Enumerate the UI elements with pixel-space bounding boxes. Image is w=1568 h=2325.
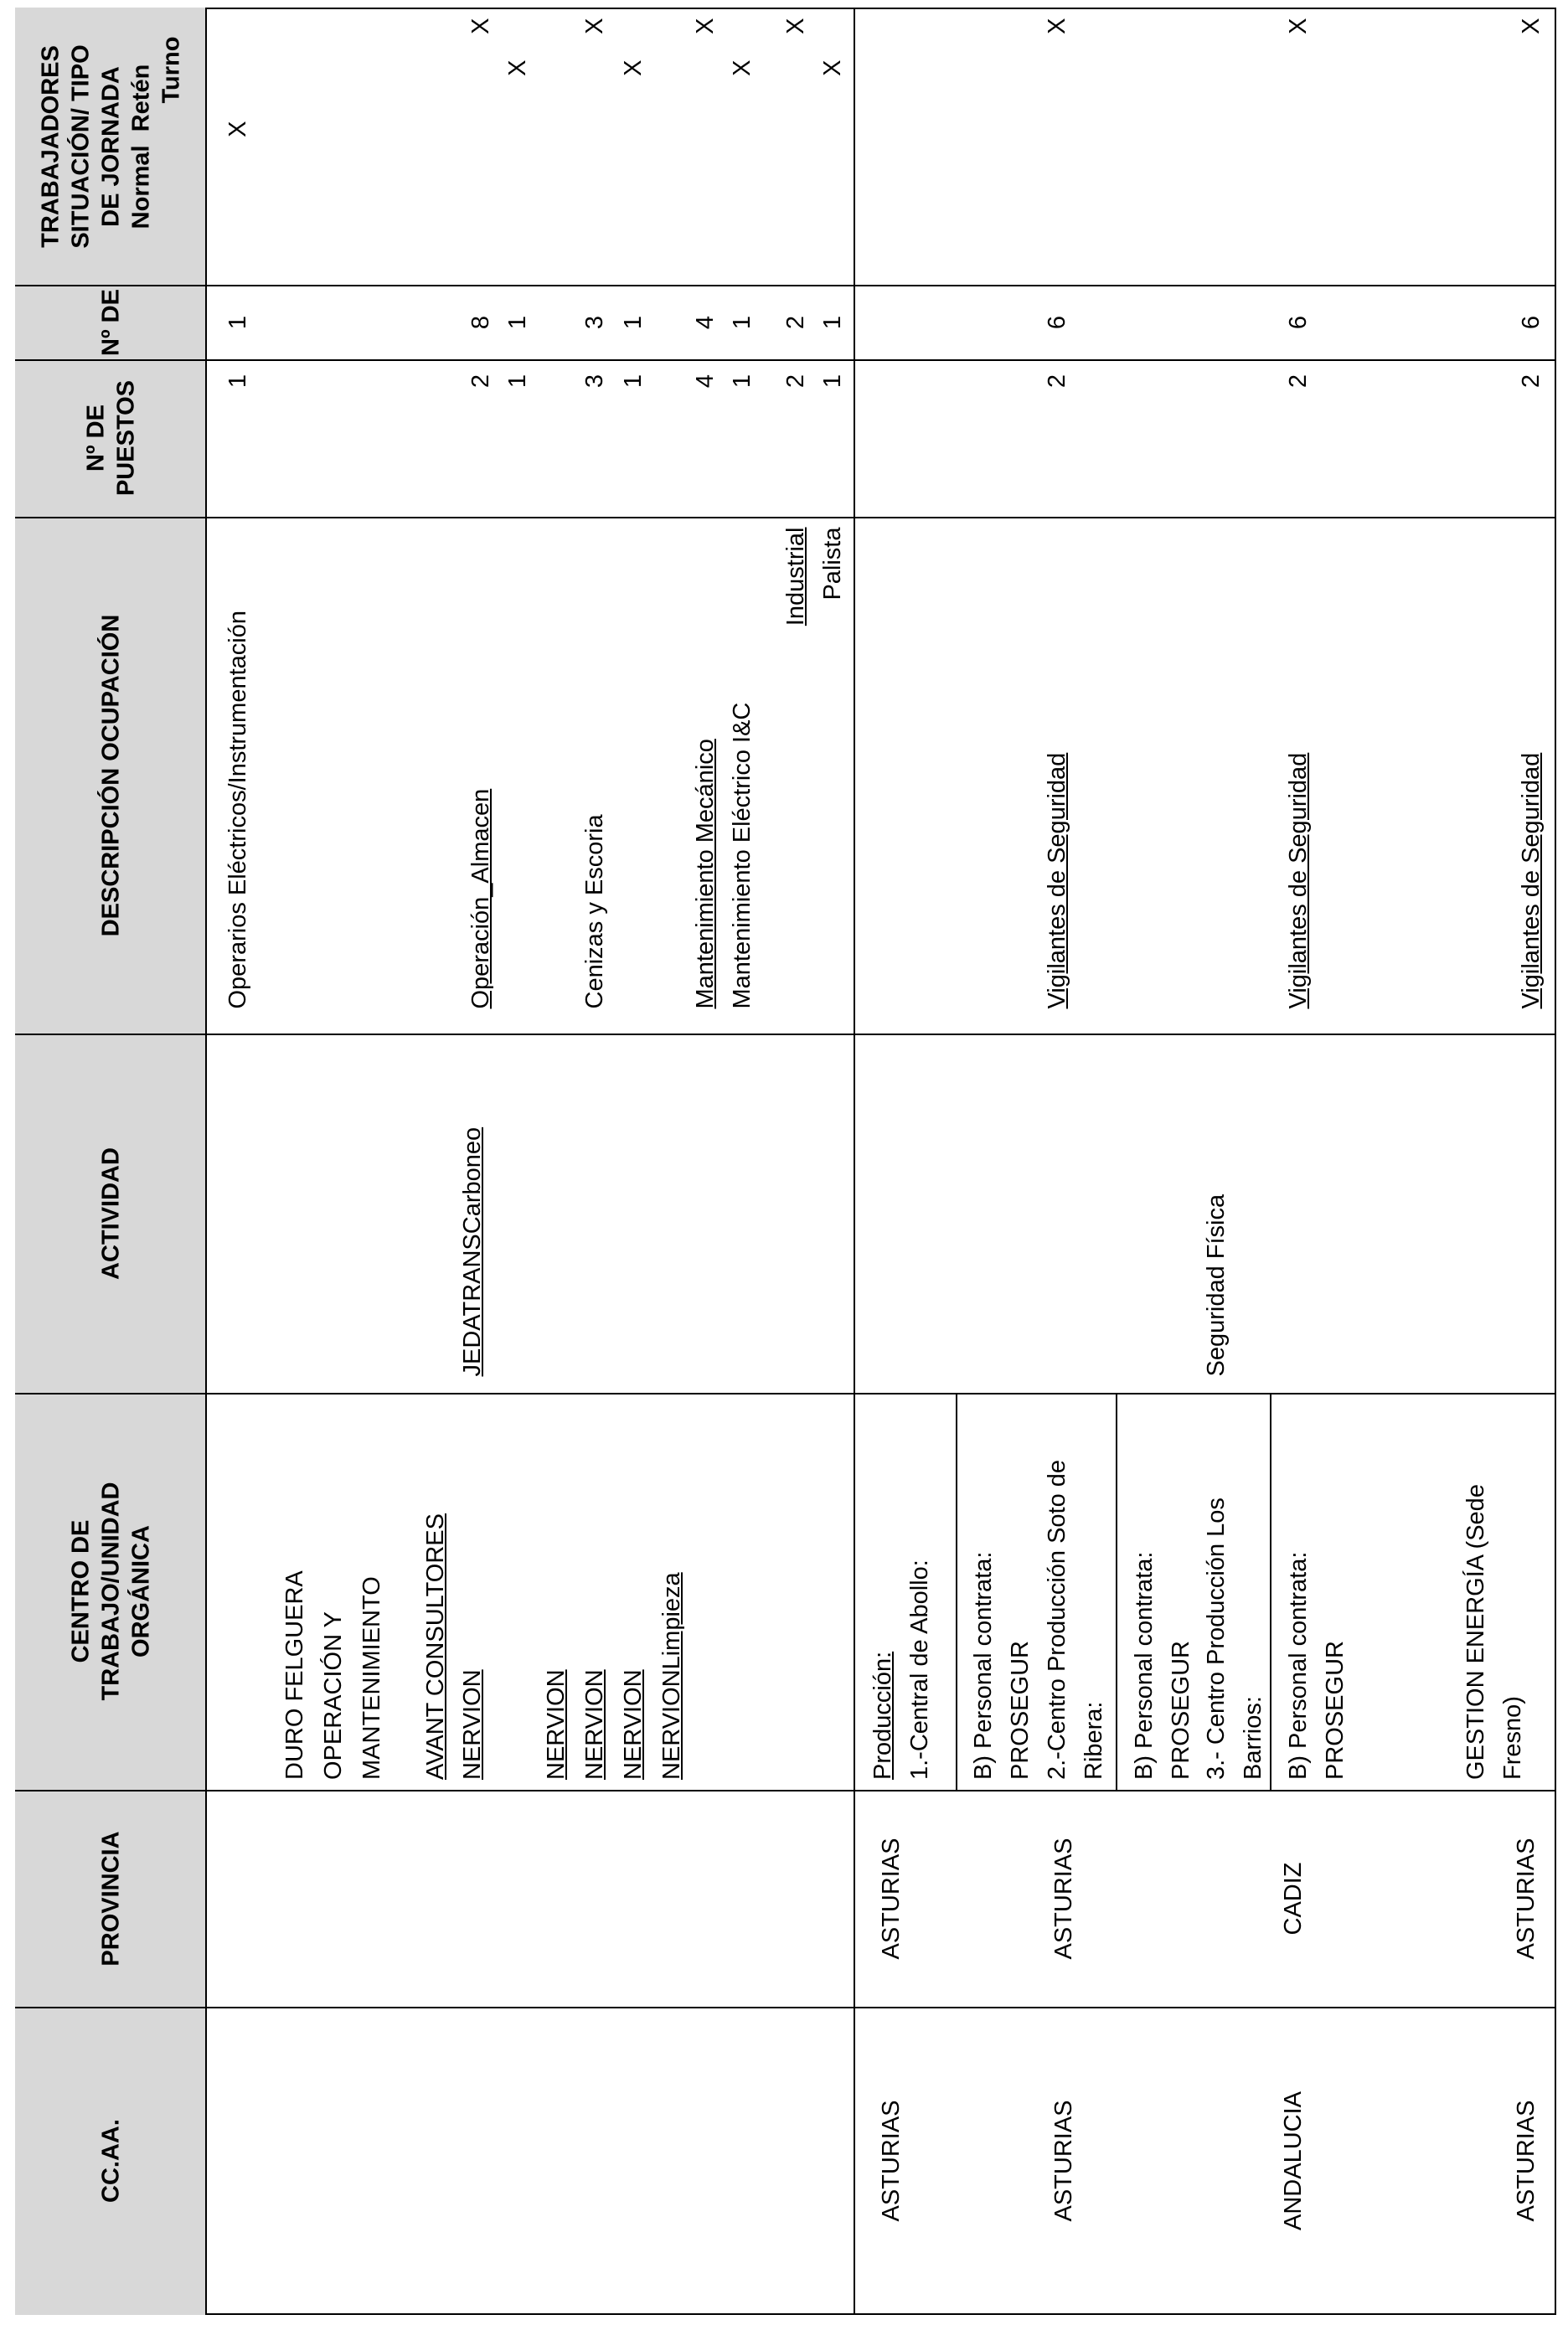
- header-line: Nº DE: [96, 288, 124, 356]
- cell-provincia: CADIZ: [1280, 1862, 1307, 1935]
- header-line: ORGÁNICA: [126, 1525, 154, 1657]
- header-line: Nº DE: [81, 405, 109, 472]
- cell-centro-prosegur: PROSEGUR: [1007, 1641, 1034, 1780]
- cell-provincia: ASTURIAS: [1050, 1837, 1077, 1960]
- cell-ccaa: ASTURIAS: [1513, 2100, 1540, 2222]
- cell-centro-prosegur: PROSEGUR: [1322, 1641, 1349, 1780]
- cell-centro-produccion: Producción:: [869, 1651, 896, 1780]
- cell-descripcion-vigilantes: Vigilantes de Seguridad: [1044, 752, 1070, 1008]
- cell-provincia: ASTURIAS: [1513, 1837, 1540, 1960]
- cell-descripcion-mant-electrico: Mantenimiento Eléctrico I&C: [729, 702, 756, 1008]
- cell-puestos: 4: [692, 374, 719, 389]
- cell-trabajadores: 6: [1044, 315, 1070, 329]
- cell-puestos: 1: [224, 374, 251, 389]
- cell-trabajadores: 8: [467, 315, 494, 329]
- grid-vline-section-divider: [854, 8, 855, 2315]
- cell-trabajadores: 1: [819, 315, 846, 329]
- cell-descripcion-vigilantes: Vigilantes de Seguridad: [1518, 752, 1545, 1008]
- header-line: CC.AA.: [96, 2119, 124, 2203]
- cell-centro-contrata: B) Personal contrata:: [970, 1551, 997, 1780]
- header-line: PUESTOS: [111, 379, 139, 497]
- cell-jornada-reten-x: X: [729, 59, 756, 76]
- cell-centro-nervion: NERVION: [543, 1669, 570, 1780]
- header-num-trabajadores: [15, 285, 205, 359]
- header-line: ACTIVIDAD: [96, 1147, 124, 1280]
- header-line: Normal Retén: [126, 64, 154, 229]
- cell-centro-prosegur: PROSEGUR: [1168, 1641, 1194, 1780]
- cell-centro-central-abollo: 1.-Central de Abollo:: [906, 1559, 933, 1780]
- cell-descripcion-palista: Palista: [819, 527, 846, 601]
- cell-puestos: 1: [819, 374, 846, 389]
- cell-centro-nervion-limpieza: NERVIONLimpieza: [658, 1572, 685, 1780]
- cell-trabajadores: 1: [729, 315, 756, 329]
- cell-puestos: 2: [782, 374, 809, 389]
- cell-centro-contrata: B) Personal contrata:: [1285, 1551, 1312, 1780]
- header-ccaa: [15, 2007, 205, 2315]
- header-line: TRABAJADORES: [36, 44, 64, 248]
- cell-jornada-turno-x: X: [1044, 18, 1070, 34]
- header-descripcion-ocupacion: [15, 517, 205, 1034]
- cell-centro-operacion-y: OPERACIÓN Y: [320, 1611, 347, 1780]
- grid-vline-header-column: [205, 8, 207, 2315]
- cell-puestos: 1: [729, 374, 756, 389]
- header-centro-trabajo: [15, 1393, 205, 1790]
- cell-descripcion-industrial: Industrial: [782, 527, 809, 626]
- header-line: CENTRO DE: [66, 1519, 94, 1663]
- cell-puestos: 2: [467, 374, 494, 389]
- header-line: Turno: [157, 36, 184, 103]
- cell-descripcion-vigilantes: Vigilantes de Seguridad: [1285, 752, 1312, 1008]
- cell-ccaa: ANDALUCIA: [1280, 2091, 1307, 2230]
- cell-descripcion-cenizas: Cenizas y Escoria: [581, 813, 608, 1008]
- header-line: DESCRIPCIÓN OCUPACIÓN: [96, 614, 124, 936]
- header-num-puestos: [15, 359, 205, 517]
- header-line: SITUACIÓN/ TIPO: [66, 44, 94, 249]
- cell-ccaa: ASTURIAS: [1050, 2100, 1077, 2222]
- header-actividad: [15, 1034, 205, 1393]
- cell-jornada-normal-x: X: [224, 121, 251, 137]
- header-line: PROVINCIA: [96, 1830, 124, 1967]
- cell-trabajadores: 1: [620, 315, 647, 329]
- cell-jornada-reten-x: X: [819, 59, 846, 76]
- header-line: TRABAJO/UNIDAD: [96, 1482, 124, 1701]
- cell-jornada-reten-x: X: [504, 59, 531, 76]
- grid-hline-provincia: [15, 2007, 1556, 2008]
- cell-centro-nervion: NERVION: [620, 1669, 647, 1780]
- cell-trabajadores: 6: [1285, 315, 1312, 329]
- cell-actividad-jedatrans: JEDATRANSCarboneo: [459, 1126, 486, 1376]
- cell-trabajadores: 1: [504, 315, 531, 329]
- cell-descripcion-mant-mecanico: Mantenimiento Mecánico: [692, 738, 719, 1008]
- cell-centro-nervion: NERVION: [459, 1669, 486, 1780]
- cell-centro-gestion-energia: GESTION ENERGÍA (Sede: [1462, 1484, 1489, 1780]
- cell-centro-barrios: Barrios:: [1240, 1696, 1266, 1780]
- cell-provincia: ASTURIAS: [878, 1837, 905, 1960]
- cell-trabajadores: 2: [782, 315, 809, 329]
- cell-jornada-turno-x: X: [1285, 18, 1312, 34]
- cell-jornada-turno-x: X: [1518, 18, 1545, 34]
- cell-trabajadores: 6: [1518, 315, 1545, 329]
- header-line: DE JORNADA: [96, 65, 124, 227]
- cell-puestos: 2: [1518, 374, 1545, 389]
- cell-descripcion-operacion-almacen: Operación_Almacen: [467, 788, 494, 1008]
- cell-actividad-seguridad-fisica: Seguridad Física: [1203, 1193, 1230, 1376]
- cell-trabajadores: 3: [581, 315, 608, 329]
- cell-centro-fresno: Fresno): [1499, 1696, 1526, 1780]
- cell-puestos: 2: [1044, 374, 1070, 389]
- cell-jornada-reten-x: X: [620, 59, 647, 76]
- cell-puestos: 1: [504, 374, 531, 389]
- cell-centro-avant: AVANT CONSULTORES: [422, 1513, 449, 1780]
- cell-trabajadores: 4: [692, 315, 719, 329]
- cell-trabajadores: 1: [224, 315, 251, 329]
- cell-centro-nervion: NERVION: [581, 1669, 608, 1780]
- cell-ccaa: ASTURIAS: [878, 2100, 905, 2222]
- cell-centro-ribera: Ribera:: [1081, 1701, 1107, 1780]
- cell-puestos: 3: [581, 374, 608, 389]
- grid-hline-centro: [15, 1790, 1556, 1791]
- header-provincia: [15, 1790, 205, 2007]
- cell-puestos: 1: [620, 374, 647, 389]
- grid-vseg-centro-1: [956, 1393, 957, 1790]
- cell-centro-contrata: B) Personal contrata:: [1131, 1551, 1158, 1780]
- cell-centro-mantenimiento: MANTENIMIENTO: [358, 1576, 385, 1780]
- cell-centro-soto-ribera: 2.-Centro Producción Soto de: [1044, 1459, 1070, 1780]
- header-situacion-jornada: [15, 8, 205, 285]
- cell-centro-los-barrios: 3.- Centro Producción Los: [1203, 1498, 1230, 1780]
- cell-jornada-turno-x: X: [467, 18, 494, 34]
- cell-descripcion-operarios: Operarios Eléctricos/Instrumentación: [224, 610, 251, 1008]
- cell-jornada-turno-x: X: [692, 18, 719, 34]
- cell-jornada-turno-x: X: [581, 18, 608, 34]
- cell-puestos: 2: [1285, 374, 1312, 389]
- cell-jornada-turno-x: X: [782, 18, 809, 34]
- cell-centro-duro-felguera: DURO FELGUERA: [281, 1570, 308, 1780]
- grid-vseg-centro-2: [1116, 1393, 1117, 1790]
